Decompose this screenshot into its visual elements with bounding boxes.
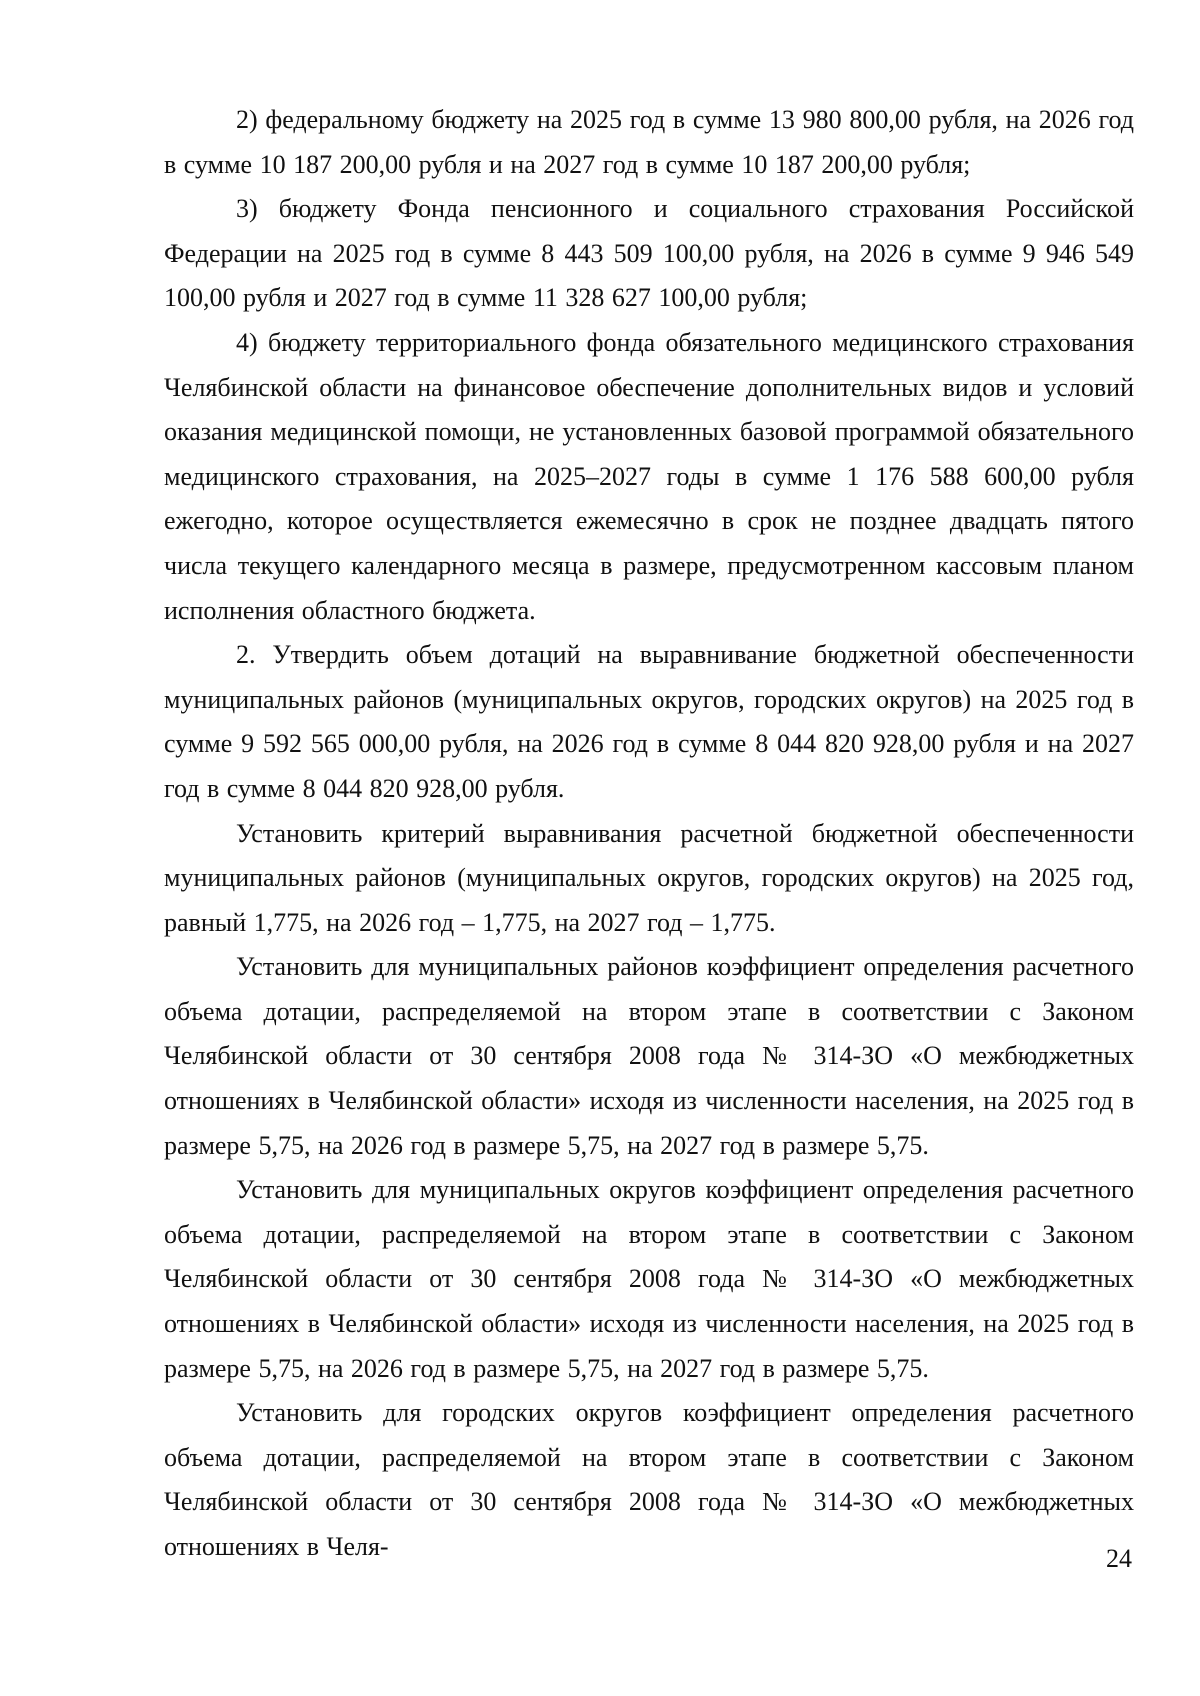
page-number: 24 (1106, 1544, 1132, 1573)
paragraph-urban-okrugs-coefficient: Установить для городских округов коэффициент определения расчетного объема дотации, распределяемой на втором этапе в соответствии с Законом Челябинской области от 30 сентября 2008 года № 314-ЗО «О межбюджетных отношениях в Челя- (164, 1398, 1134, 1561)
document-body (164, 98, 1134, 1570)
paragraph-medical-insurance-fund: 4) бюджету территориального фонда обязательного медицинского страхования Челябинской области на финансовое обеспечение дополнительных видов и условий оказания медицинской помощи, не установленных базовой программой обязательного медицинского страхования, на 2025–2027 годы в сумме 1 176 588 600,00 рубля ежегодно, которое осуществляется ежемесячно в срок не позднее двадцать пятого числа текущего календарного месяца в размере, предусмотренном кассовым планом исполнения областного бюджета. (164, 327, 1134, 625)
paragraph-federal-budget: 2) федеральному бюджету на 2025 год в сумме 13 980 800,00 рубля, на 2026 год в сумме 10 187 200,00 рубля и на 2027 год в сумме 10 187 200,00 рубля; (164, 105, 1134, 179)
paragraph-equalization-subsidies: 2. Утвердить объем дотаций на выравнивание бюджетной обеспеченности муниципальных районов (муниципальных округов, городских округов) на 2025 год в сумме 9 592 565 000,00 рубля, на 2026 год в сумме 8 044 820 928,00 рубля и на 2027 год в сумме 8 044 820 928,00 рубля. (164, 640, 1134, 803)
paragraph-pension-fund: 3) бюджету Фонда пенсионного и социального страхования Российской Федерации на 2025 год в сумме 8 443 509 100,00 рубля, на 2026 в сумме 9 946 549 100,00 рубля и 2027 год в сумме 11 328 627 100,00 рубля; (164, 194, 1134, 313)
paragraph-municipal-okrugs-coefficient: Установить для муниципальных округов коэффициент определения расчетного объема дотации, распределяемой на втором этапе в соответствии с Законом Челябинской области от 30 сентября 2008 года № 314-ЗО «О межбюджетных отношениях в Челябинской области» исходя из численности населения, на 2025 год в размере 5,75, на 2026 год в размере 5,75, на 2027 год в размере 5,75. (164, 1175, 1134, 1383)
paragraph-equalization-criterion: Установить критерий выравнивания расчетной бюджетной обеспеченности муниципальных районов (муниципальных округов, городских округов) на 2025 год, равный 1,775, на 2026 год – 1,775, на 2027 год – 1,775. (164, 818, 1134, 937)
paragraph-municipal-districts-coefficient: Установить для муниципальных районов коэффициент определения расчетного объема дотации, распределяемой на втором этапе в соответствии с Законом Челябинской области от 30 сентября 2008 года № 314-ЗО «О межбюджетных отношениях в Челябинской области» исходя из численности населения, на 2025 год в размере 5,75, на 2026 год в размере 5,75, на 2027 год в размере 5,75. (164, 952, 1134, 1160)
